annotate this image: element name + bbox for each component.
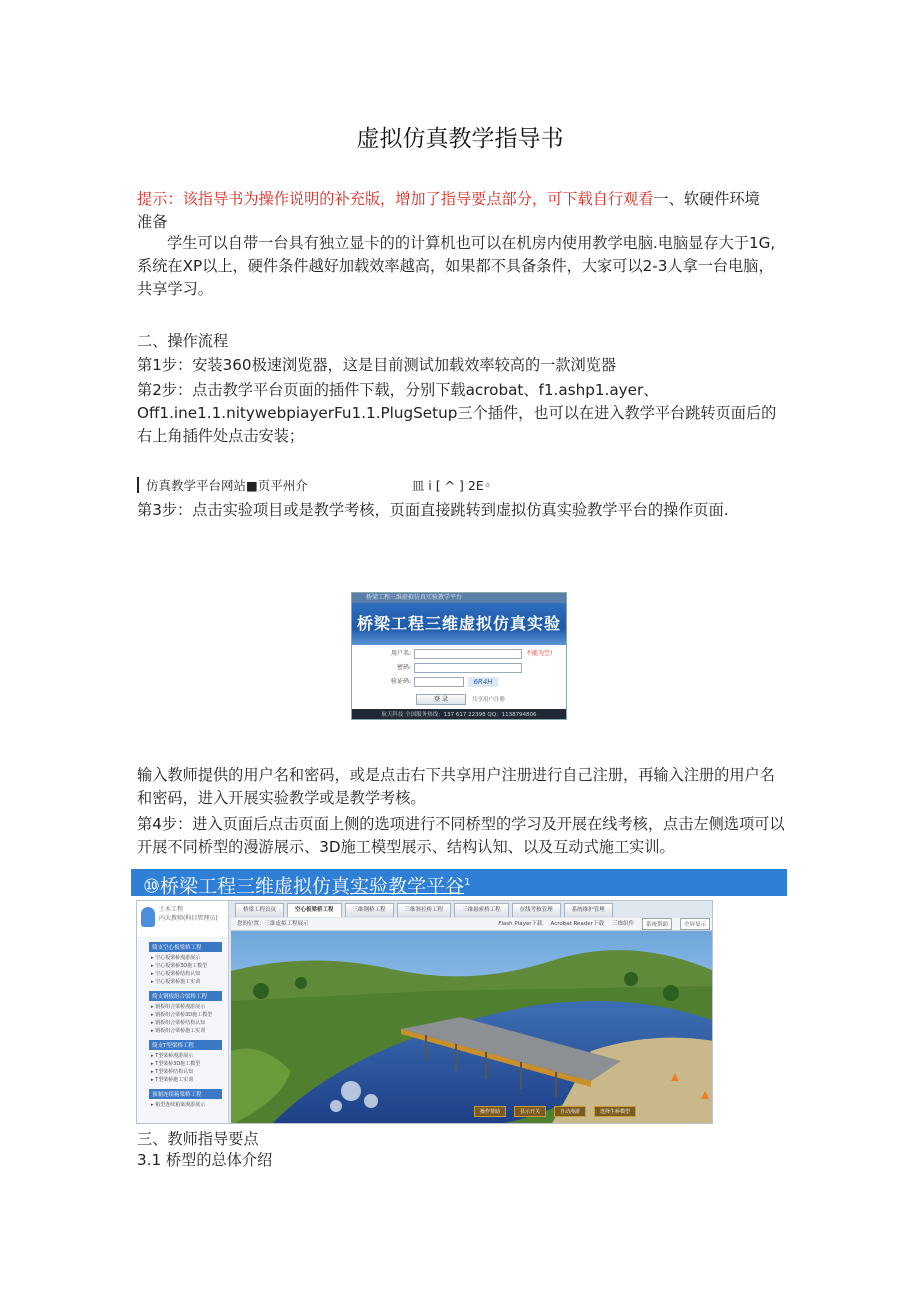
nav-divider (137, 477, 139, 493)
platform-header-bar (131, 869, 787, 896)
section3-1-title: 3.1 桥型的总体介绍 (137, 1151, 273, 1169)
sidebar-item[interactable]: ▸ 空心板梁桥3D施工模型 (151, 963, 208, 969)
toolbar-link[interactable]: Flash Player下载 (498, 921, 543, 927)
toolbar-link[interactable]: Acrobat Reader下载 (550, 921, 604, 927)
step1-text: 第1步：安装360极速浏览器，这是目前测试加载效率较高的一款浏览器 (137, 356, 617, 374)
sidebar-item[interactable]: ▸ 钢板组合梁桥施工实训 (151, 1028, 206, 1034)
scene-action-buttons (474, 1106, 636, 1117)
platform-tab[interactable]: 三维钢桥工程 (345, 903, 394, 917)
scene-action-button[interactable]: 自动漫游 (554, 1106, 586, 1117)
toolbar-links (498, 918, 713, 930)
platform-sidebar (137, 901, 229, 1124)
login-footer: 航天科技 全国服务热线：137 617 22398 QQ：1138794806 (352, 709, 566, 720)
user-line1: 土木工程 (159, 906, 184, 913)
platform-tab[interactable]: 在线考核管理 (512, 903, 561, 917)
captcha-input[interactable] (414, 677, 464, 687)
toolbar-link[interactable]: 三维组件 (611, 921, 634, 927)
platform-tab[interactable]: 三维斜拉桥工程 (397, 903, 452, 917)
nav-line-left[interactable]: 仿真教学平台网站■页平州介 (146, 478, 308, 493)
platform-header-text: 桥梁工程三维虚拟仿真 (160, 875, 351, 898)
password-label: 密码: (396, 664, 411, 671)
sidebar-item[interactable]: ▸ T型梁桥结构认知 (151, 1069, 194, 1075)
page-title: 虚拟仿真教学指导书 (356, 126, 564, 152)
platform-nav-line (137, 475, 787, 495)
user-line2: 内大教师(科目管理员) (159, 915, 218, 922)
sidebar-groups (137, 942, 228, 1109)
password-row (358, 662, 522, 673)
platform-header-sup: 1 (464, 877, 471, 888)
nav-line-right[interactable]: 皿 i [ ^ ] 2E◦ (411, 478, 492, 493)
captcha-image[interactable]: 6R4H (468, 677, 498, 687)
scene-action-button[interactable]: 显示开关 (514, 1106, 546, 1117)
sidebar-group-title[interactable]: 简支空心板梁桥工程 (149, 942, 222, 952)
login-button[interactable]: 登 录 (416, 694, 466, 705)
sidebar-item[interactable]: ▸ 箱型连续箱梁漫游展示 (151, 1102, 206, 1108)
after-login-text: 输入教师提供的用户名和密码，或是点击右下共享用户注册进行自己注册，再输入注册的用户名和密码，进入开展实验教学或是教学考核。 (137, 766, 775, 807)
step2-text: 第2步：点击教学平台页面的插件下载，分别下载acrobat、f1.ashp1.ayer、Off1.ine1.1.nitywebpiayerFu1.1.PlugSetup三个插件，也可以在进入教学平台跳转页面后的右上角插件处点击安装； (137, 381, 777, 445)
username-row (358, 648, 552, 659)
sidebar-item[interactable]: ▸ 空心板梁桥结构认知 (151, 971, 201, 977)
sidebar-item[interactable]: ▸ T型梁桥3D施工模型 (151, 1061, 201, 1067)
step4-text: 第4步：进入页面后点击页面上侧的选项进行不同桥型的学习及开展在线考核，点击左侧选项可以开展不同桥型的漫游展示、3D施工模型展示、结构认知、以及互动式施工实训。 (137, 815, 785, 856)
platform-tab[interactable]: 空心板梁桥工程 (287, 903, 342, 917)
username-label: 用户名: (390, 650, 411, 657)
login-window-title: 桥梁工程三维虚拟仿真实验教学平台 (352, 593, 566, 603)
register-link[interactable]: 共享用户注册 (472, 697, 506, 703)
platform-tab[interactable]: 三维悬索桥工程 (454, 903, 509, 917)
sidebar-group-title[interactable]: 预制连续箱梁桥工程 (149, 1089, 222, 1099)
captcha-row (358, 676, 498, 687)
platform-screenshot (136, 900, 713, 1124)
user-panel (137, 901, 228, 937)
section3-title: 三、教师指导要点 (137, 1130, 259, 1148)
platform-header-icon: ⑩ (143, 875, 161, 898)
user-avatar-icon (141, 907, 155, 927)
sidebar-item[interactable]: ▸ 钢板组合梁桥漫游展示 (151, 1004, 206, 1010)
username-input[interactable] (414, 649, 522, 659)
username-error: 不能为空! (526, 650, 553, 657)
platform-tab[interactable]: 系统维护管理 (564, 903, 613, 917)
scene-action-button[interactable]: 操作帮助 (474, 1106, 506, 1117)
platform-toolbar (231, 918, 713, 931)
platform-tab[interactable]: 桥梁工程首页 (235, 903, 284, 917)
bridge-scene-image (231, 931, 713, 1124)
breadcrumb: 您的位置：三维虚拟工程展示 (237, 921, 309, 927)
sidebar-group-title[interactable]: 简支T型梁桥工程 (149, 1040, 222, 1050)
section1-paragraph (137, 188, 787, 234)
sidebar-item[interactable]: ▸ 钢板组合梁桥3D施工模型 (151, 1012, 213, 1018)
platform-header-underlined: 实验教学平谷 (350, 875, 465, 898)
login-banner: 桥梁工程三维虚拟仿真实验 (352, 603, 566, 645)
section2-title: 二、操作流程 (137, 332, 229, 350)
toolbar-button[interactable]: 系统帮助 (642, 918, 672, 930)
login-form (352, 645, 566, 709)
login-screenshot (351, 592, 567, 720)
sidebar-item[interactable]: ▸ 空心板梁桥施工实训 (151, 979, 201, 985)
platform-tabs (231, 903, 713, 917)
sidebar-item[interactable]: ▸ 空心板梁桥漫游展示 (151, 955, 201, 961)
sidebar-item[interactable]: ▸ T型梁桥施工实训 (151, 1077, 194, 1083)
bridge-scene[interactable] (231, 931, 713, 1124)
hint-text: 提示：该指导书为操作说明的补充版，增加了指导要点部分，可下载自行观看 (137, 190, 654, 208)
sidebar-group-title[interactable]: 简支钢板组合梁桥工程 (149, 991, 222, 1001)
section1-title-wrap: 准备 (137, 213, 168, 231)
password-input[interactable] (414, 663, 522, 673)
toolbar-button[interactable]: 全屏显示 (680, 918, 710, 930)
scene-action-button[interactable]: 选择生桥模型 (594, 1106, 636, 1117)
section1-body: 学生可以自带一台具有独立显卡的的计算机也可以在机房内使用教学电脑.电脑显存大于1G,系统在XP以上，硬件条件越好加载效率越高，如果都不具备条件，大家可以2-3人拿一台电脑，共享学习。 (137, 234, 776, 298)
section1-title: 一、软硬件环境 (653, 190, 760, 208)
captcha-label: 验证码: (390, 678, 411, 685)
sidebar-item[interactable]: ▸ T型梁桥漫游展示 (151, 1053, 194, 1059)
step3-text: 第3步：点击实验项目或是教学考核，页面直接跳转到虚拟仿真实验教学平台的操作页面. (137, 501, 729, 519)
sidebar-item[interactable]: ▸ 钢板组合梁桥结构认知 (151, 1020, 206, 1026)
